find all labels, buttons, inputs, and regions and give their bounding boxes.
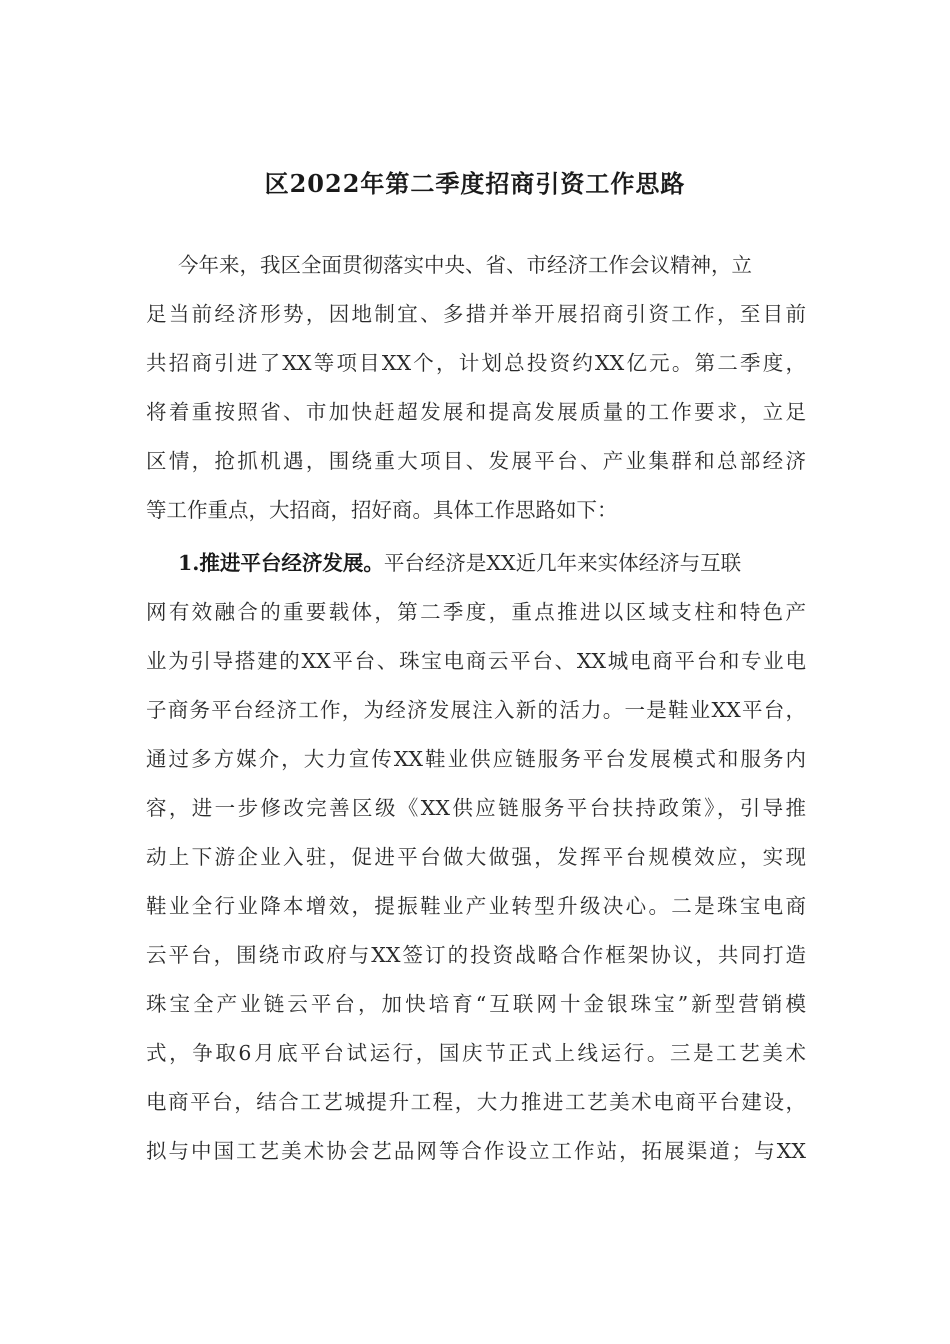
section-line: 珠宝全产业链云平台，加快培育“互联网十金银珠宝”新型营销模: [146, 992, 806, 1016]
section-line: 鞋业全行业降本增效，提振鞋业产业转型升级决心。二是珠宝电商: [146, 894, 806, 918]
section-line: 业为引导搭建的XX平台、珠宝电商云平台、XX城电商平台和专业电: [146, 649, 806, 673]
paragraph-line: 区情，抢抓机遇，围绕重大项目、发展平台、产业集群和总部经济: [146, 449, 806, 473]
paragraph-line: 今年来，我区全面贯彻落实中央、省、市经济工作会议精神，立: [178, 253, 752, 277]
paragraph-line: 将着重按照省、市加快赶超发展和提高发展质量的工作要求，立足: [146, 400, 806, 424]
section-line: 云平台，围绕市政府与XX签订的投资战略合作框架协议，共同打造: [146, 943, 806, 967]
section-line: 动上下游企业入驻，促进平台做大做强，发挥平台规模效应，实现: [146, 845, 806, 869]
section-first-line: [178, 543, 806, 583]
section-line: 电商平台，结合工艺城提升工程，大力推进工艺美术电商平台建设，: [146, 1090, 806, 1114]
section-line: 拟与中国工艺美术协会艺品网等合作设立工作站，拓展渠道；与XX: [146, 1139, 806, 1163]
section-heading: 1.推进平台经济发展。: [178, 551, 384, 575]
section-line: 网有效融合的重要载体，第二季度，重点推进以区域支柱和特色产: [146, 600, 806, 624]
paragraph-line: 等工作重点，大招商，招好商。具体工作思路如下：: [146, 498, 618, 522]
paragraph-line: 共招商引进了XX等项目XX个，计划总投资约XX亿元。第二季度，: [146, 351, 806, 375]
section-line: 式，争取6月底平台试运行，国庆节正式上线运行。三是工艺美术: [146, 1041, 806, 1065]
document-title: 区2022年第二季度招商引资工作思路: [264, 169, 686, 198]
section-line: 子商务平台经济工作，为经济发展注入新的活力。一是鞋业XX平台，: [146, 698, 806, 722]
section-first-line-text: 平台经济是XX近几年来实体经济与互联: [383, 551, 742, 575]
section-line: 容，进一步修改完善区级《XX供应链服务平台扶持政策》，引导推: [146, 796, 806, 820]
paragraph-line: 足当前经济形势，因地制宜、多措并举开展招商引资工作，至目前: [146, 302, 806, 326]
section-line: 通过多方媒介，大力宣传XX鞋业供应链服务平台发展模式和服务内: [146, 747, 806, 771]
